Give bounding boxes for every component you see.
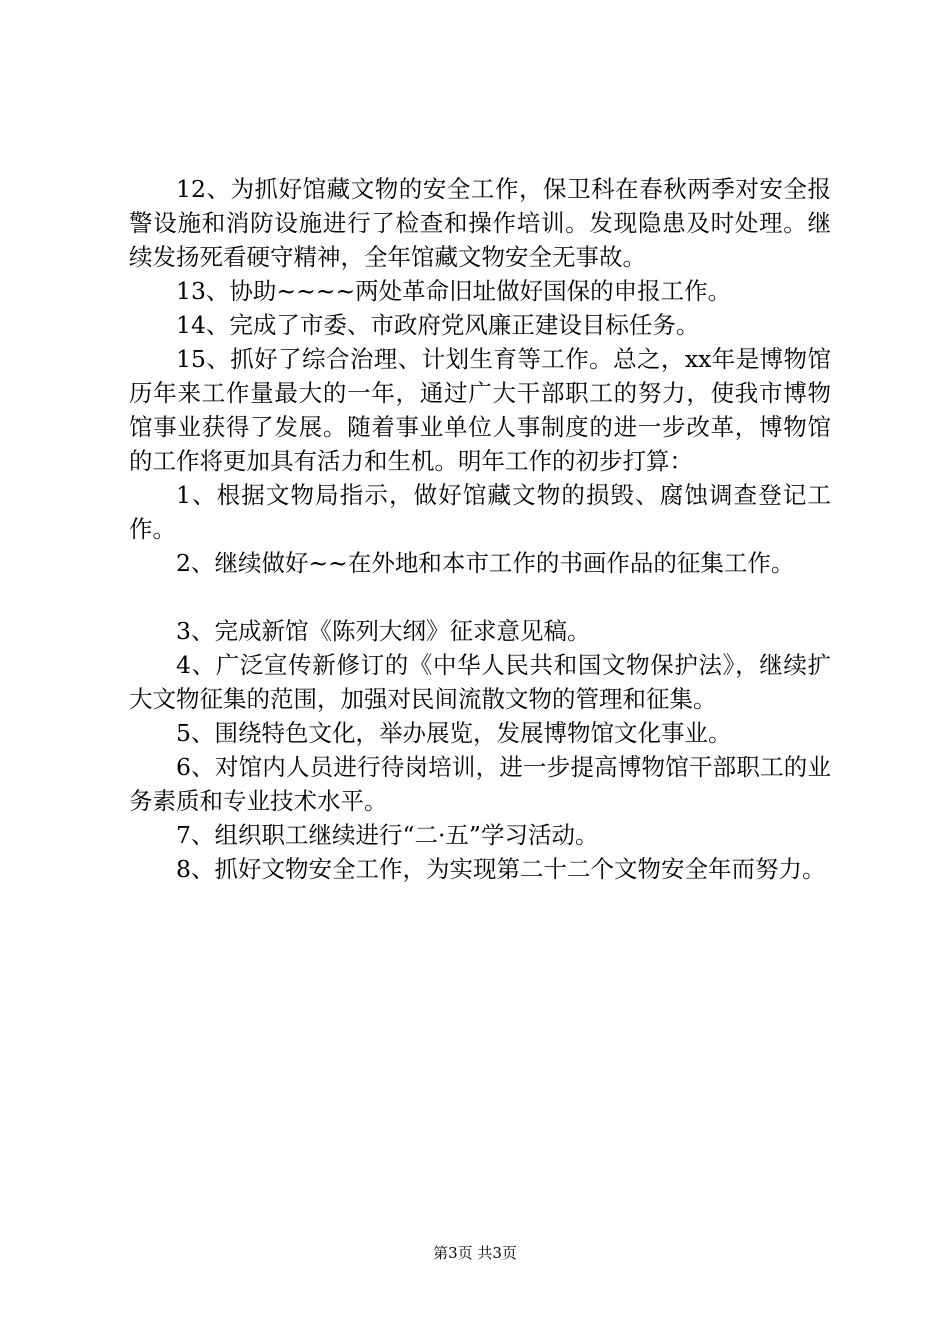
plan-item-5: 5、围绕特色文化，举办展览，发展博物馆文化事业。 (176, 719, 732, 747)
plan-item-7: 7、组织职工继续进行“二·五”学习活动。 (176, 821, 599, 849)
paragraph-item-12: 12、为抓好馆藏文物的安全工作，保卫科在春秋两季对安全报警设施和消防设施进行了检查和操作培训。发现隐患及时处理。继续发扬死看硬守精神，全年馆藏文物安全无事故。 (129, 175, 831, 271)
paragraph-item-15: 15、抓好了综合治理、计划生育等工作。总之，xx年是博物馆历年来工作量最大的一年，通过广大干部职工的努力，使我市博物馆事业获得了发展。随着事业单位人事制度的进一步改革，博物馆的工作将更加具有活力和生机。明年工作的初步打算： (129, 345, 831, 475)
plan-item-3: 3、完成新馆《陈列大纲》征求意见稿。 (176, 617, 591, 645)
plan-item-6: 6、对馆内人员进行待岗培训，进一步提高博物馆干部职工的业务素质和专业技术水平。 (129, 753, 831, 815)
page-number-footer: 第3页 共3页 (433, 1244, 517, 1262)
paragraph-item-14: 14、完成了市委、市政府党风廉正建设目标任务。 (176, 311, 700, 339)
blank-line (129, 580, 831, 614)
plan-item-1: 1、根据文物局指示，做好馆藏文物的损毁、腐蚀调查登记工作。 (129, 481, 831, 543)
paragraph-item-13: 13、协助~~~~两处革命旧址做好国保的申报工作。 (176, 277, 732, 305)
plan-item-4: 4、广泛宣传新修订的《中华人民共和国文物保护法》，继续扩大文物征集的范围，加强对民间流散文物的管理和征集。 (129, 651, 831, 713)
plan-item-2: 2、继续做好~~在外地和本市工作的书画作品的征集工作。 (176, 549, 795, 577)
document-body (129, 172, 831, 886)
plan-item-8: 8、抓好文物安全工作，为实现第二十二个文物安全年而努力。 (176, 855, 826, 883)
